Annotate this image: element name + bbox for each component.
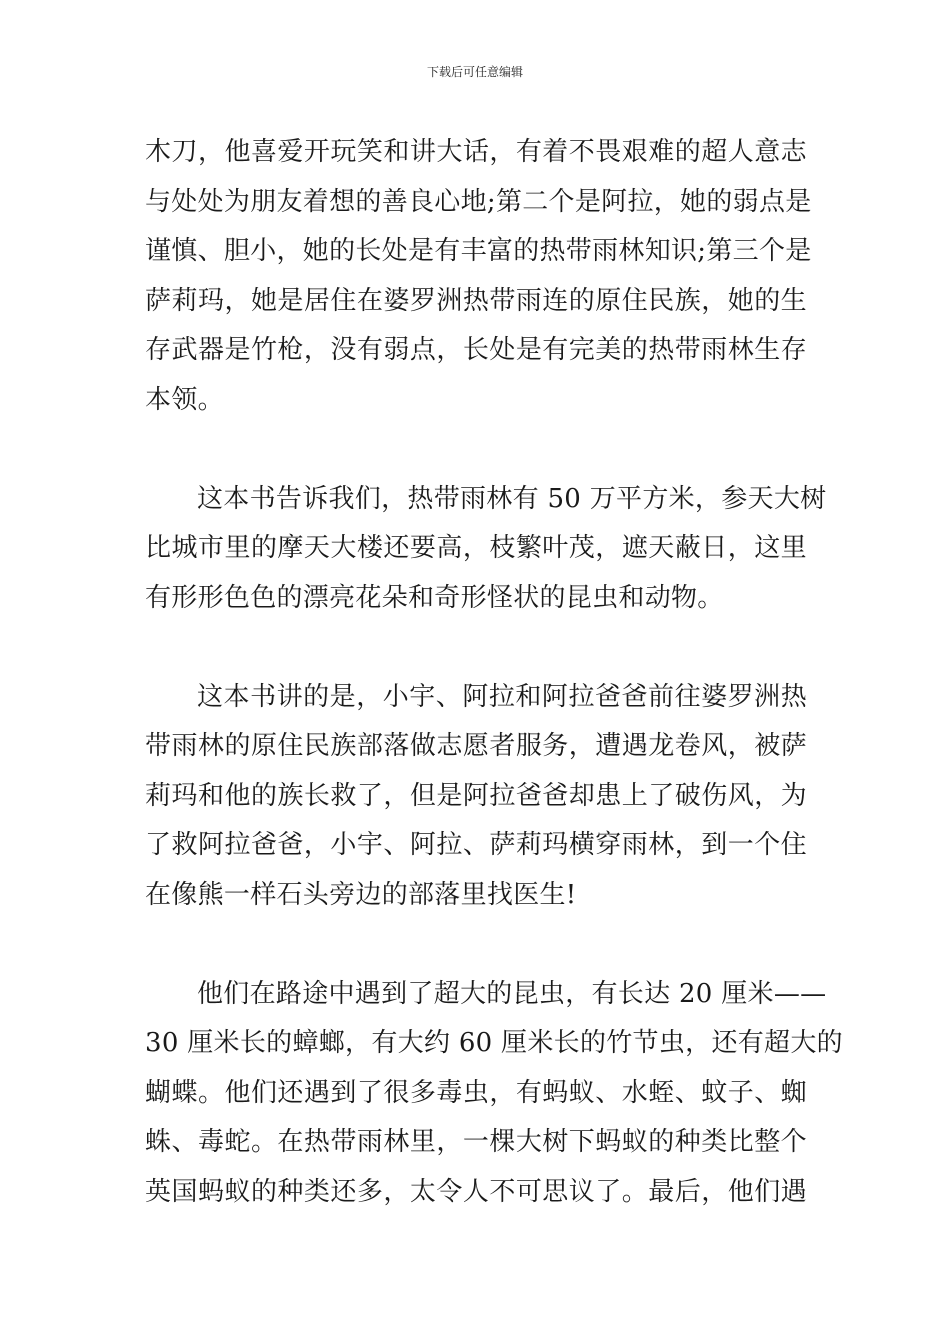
document-body <box>145 128 843 1267</box>
text-line: 比城市里的摩天大楼还要高，枝繁叶茂，遮天蔽日，这里 <box>145 533 807 563</box>
page-header: 下载后可任意编辑 <box>426 65 523 79</box>
text-line: 木刀，他喜爱开玩笑和讲大话，有着不畏艰难的超人意志 <box>145 137 807 167</box>
text-line: 30 厘米长的蟑螂，有大约 60 厘米长的竹节虫，还有超大的 <box>145 1028 843 1058</box>
paragraph <box>145 475 827 624</box>
paragraph <box>145 128 812 425</box>
text-line: 英国蚂蚁的种类还多，太令人不可思议了。最后，他们遇 <box>145 1176 807 1207</box>
text-line: 本领。 <box>145 384 224 415</box>
text-line: 了救阿拉爸爸，小宇、阿拉、萨莉玛横穿雨林，到一个住 <box>145 830 807 860</box>
paragraph <box>145 673 807 921</box>
text-line: 蛛、毒蛇。在热带雨林里，一棵大树下蚂蚁的种类比整个 <box>145 1127 807 1157</box>
text-line: 谨慎、胆小，她的长处是有丰富的热带雨林知识;第三个是 <box>145 236 812 266</box>
text-line: 这本书讲的是，小宇、阿拉和阿拉爸爸前往婆罗洲热 <box>197 681 807 712</box>
text-line: 在像熊一样石头旁边的部落里找医生! <box>145 879 577 910</box>
text-line: 这本书告诉我们，热带雨林有 50 万平方米，参天大树 <box>197 483 827 514</box>
text-line: 有形形色色的漂亮花朵和奇形怪状的昆虫和动物。 <box>145 582 724 613</box>
text-line: 存武器是竹枪，没有弱点，长处是有完美的热带雨林生存 <box>145 335 807 365</box>
text-line: 萨莉玛，她是居住在婆罗洲热带雨连的原住民族，她的生 <box>145 285 807 316</box>
paragraph <box>145 970 843 1218</box>
text-line: 他们在路途中遇到了超大的昆虫，有长达 20 厘米—— <box>197 978 827 1009</box>
text-line: 与处处为朋友着想的善良心地;第二个是阿拉，她的弱点是 <box>145 186 812 217</box>
text-line: 莉玛和他的族长救了，但是阿拉爸爸却患上了破伤风，为 <box>145 780 807 811</box>
text-line: 蝴蝶。他们还遇到了很多毒虫，有蚂蚁、水蛭、蚊子、蜘 <box>145 1077 807 1108</box>
text-line: 带雨林的原住民族部落做志愿者服务，遭遇龙卷风，被萨 <box>145 731 807 761</box>
